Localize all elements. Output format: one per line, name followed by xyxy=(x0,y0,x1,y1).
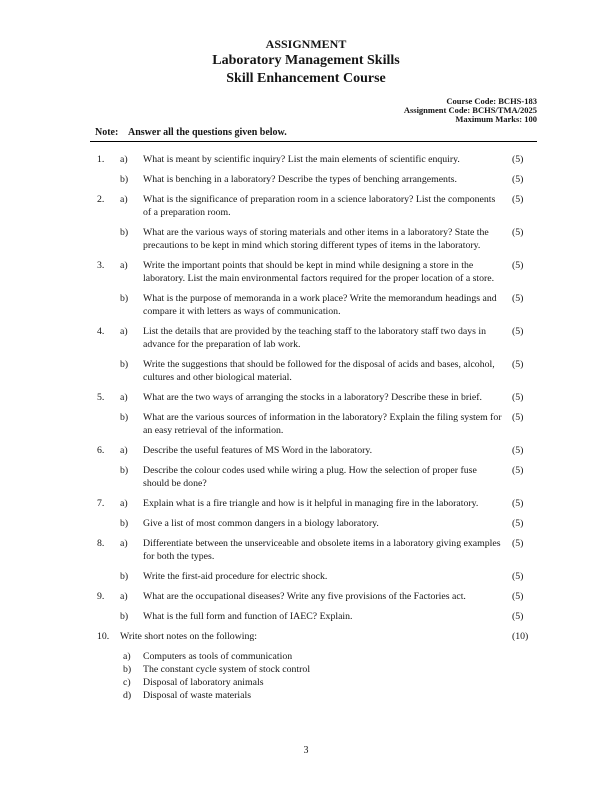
question-text: Write short notes on the following: xyxy=(120,631,258,643)
question-marks: (5) xyxy=(512,260,524,272)
part-label: a) xyxy=(120,326,128,338)
question-row xyxy=(90,391,537,404)
question-text: List the details that are provided by the teaching staff to the laboratory staff two days in advance for the preparation of lab work. xyxy=(143,326,486,351)
part-label: b) xyxy=(120,359,129,371)
question-row xyxy=(90,610,537,623)
question-number: 3. xyxy=(97,260,105,272)
question-text: What are the various ways of storing materials and other items in a laboratory? State the precautions to be kept in mind which storing different types of items in the laboratory. xyxy=(143,227,489,252)
part-label: a) xyxy=(120,154,128,166)
subitem-text: Disposal of laboratory animals xyxy=(143,677,264,689)
question-marks: (5) xyxy=(512,412,524,424)
note-row xyxy=(90,127,537,142)
question-marks: (5) xyxy=(512,154,524,166)
assignment-heading: ASSIGNMENT xyxy=(265,37,347,51)
part-label: a) xyxy=(120,445,128,457)
question-text: What are the two ways of arranging the stocks in a laboratory? Describe these in brief. xyxy=(143,392,482,404)
question-number: 6. xyxy=(97,445,105,457)
question-text: Write the important points that should be kept in mind while designing a store in the laboratory. List the main environmental factors required for the proper location of a store. xyxy=(143,260,495,285)
question-row xyxy=(90,411,537,437)
question-marks: (5) xyxy=(512,591,524,603)
part-label: a) xyxy=(120,591,128,603)
question-row xyxy=(90,292,537,318)
question-text: Write the first-aid procedure for electric shock. xyxy=(143,571,328,583)
question-row xyxy=(90,444,537,457)
note-label: Note: xyxy=(95,127,119,139)
subitem-label: a) xyxy=(123,651,131,663)
course-code-line: Course Code: BCHS-183 xyxy=(446,96,537,106)
part-label: b) xyxy=(120,293,129,305)
question-subitem-row xyxy=(90,689,537,702)
question-text: What are the various sources of information in the laboratory? Explain the filing system for an easy retrieval of the information. xyxy=(143,412,502,437)
question-marks: (5) xyxy=(512,498,524,510)
question-row xyxy=(90,630,537,643)
part-label: b) xyxy=(120,227,129,239)
question-marks: (5) xyxy=(512,293,524,305)
questions-list xyxy=(90,153,537,702)
question-marks: (5) xyxy=(512,518,524,530)
question-subitem-row xyxy=(90,663,537,676)
question-marks: (5) xyxy=(512,571,524,583)
question-text: Give a list of most common dangers in a biology laboratory. xyxy=(143,518,379,530)
course-title: Laboratory Management Skills xyxy=(212,53,400,68)
part-label: a) xyxy=(120,392,128,404)
question-row xyxy=(90,153,537,166)
question-number: 7. xyxy=(97,498,105,510)
maximum-marks-line: Maximum Marks: 100 xyxy=(455,113,537,124)
question-text: Describe the useful features of MS Word in the laboratory. xyxy=(143,445,373,457)
subitem-label: d) xyxy=(123,690,132,702)
question-row xyxy=(90,226,537,252)
question-marks: (5) xyxy=(512,611,524,623)
assignment-code-line: Assignment Code: BCHS/TMA/2025 xyxy=(403,104,537,115)
part-label: b) xyxy=(120,518,129,530)
question-marks: (5) xyxy=(512,538,524,550)
question-text: What are the occupational diseases? Write any five provisions of the Factories act. xyxy=(143,591,466,603)
question-text: What is meant by scientific inquiry? List the main elements of scientific enquiry. xyxy=(143,154,460,166)
question-text: Differentiate between the unserviceable and obsolete items in a laboratory giving examples for both the types. xyxy=(143,538,501,563)
part-label: a) xyxy=(120,498,128,510)
part-label: a) xyxy=(120,260,128,272)
question-row xyxy=(90,497,537,510)
question-number: 2. xyxy=(97,194,105,206)
question-row xyxy=(90,358,537,384)
question-text: Write the suggestions that should be followed for the disposal of acids and bases, alcohol, cultures and other biological material. xyxy=(143,359,495,384)
title-block xyxy=(75,36,537,88)
question-marks: (5) xyxy=(512,174,524,186)
note-text: Answer all the questions given below. xyxy=(128,127,287,139)
meta-block xyxy=(90,97,537,123)
question-row xyxy=(90,259,537,285)
question-marks: (5) xyxy=(512,465,524,477)
question-number: 1. xyxy=(97,154,105,166)
question-number: 9. xyxy=(97,591,105,603)
question-row xyxy=(90,517,537,530)
question-row xyxy=(90,590,537,603)
question-marks: (10) xyxy=(512,631,529,643)
subitem-text: The constant cycle system of stock control xyxy=(143,664,311,676)
subitem-text: Computers as tools of communication xyxy=(143,651,293,663)
question-row xyxy=(90,325,537,351)
question-marks: (5) xyxy=(512,392,524,404)
question-marks: (5) xyxy=(512,359,524,371)
question-row xyxy=(90,464,537,490)
question-marks: (5) xyxy=(512,445,524,457)
question-subitem-row xyxy=(90,650,537,663)
subitem-label: b) xyxy=(123,664,132,676)
course-type: Skill Enhancement Course xyxy=(226,71,386,86)
part-label: a) xyxy=(120,538,128,550)
question-marks: (5) xyxy=(512,194,524,206)
question-text: What is the full form and function of IAEC? Explain. xyxy=(143,611,353,623)
part-label: b) xyxy=(120,465,129,477)
question-text: What is the significance of preparation room in a science laboratory? List the components of a preparation room. xyxy=(143,194,496,219)
question-number: 5. xyxy=(97,392,105,404)
question-text: Describe the colour codes used while wiring a plug. How the selection of proper fuse should be done? xyxy=(143,465,477,490)
page-number: 3 xyxy=(303,745,309,756)
subitem-text: Disposal of waste materials xyxy=(143,690,252,702)
question-row xyxy=(90,173,537,186)
question-number: 10. xyxy=(97,631,110,643)
subitem-label: c) xyxy=(123,677,131,689)
part-label: b) xyxy=(120,571,129,583)
question-marks: (5) xyxy=(512,326,524,338)
question-marks: (5) xyxy=(512,227,524,239)
question-text: Explain what is a fire triangle and how is it helpful in managing fire in the laboratory. xyxy=(143,498,479,510)
part-label: b) xyxy=(120,611,129,623)
question-row xyxy=(90,570,537,583)
question-number: 8. xyxy=(97,538,105,550)
question-number: 4. xyxy=(97,326,105,338)
question-row xyxy=(90,537,537,563)
part-label: a) xyxy=(120,194,128,206)
part-label: b) xyxy=(120,174,129,186)
question-row xyxy=(90,193,537,219)
part-label: b) xyxy=(120,412,129,424)
question-text: What is the purpose of memoranda in a work place? Write the memorandum headings and compare it with letters as ways of communication. xyxy=(143,293,497,318)
question-subitem-row xyxy=(90,676,537,689)
question-text: What is benching in a laboratory? Describe the types of benching arrangements. xyxy=(143,174,457,186)
